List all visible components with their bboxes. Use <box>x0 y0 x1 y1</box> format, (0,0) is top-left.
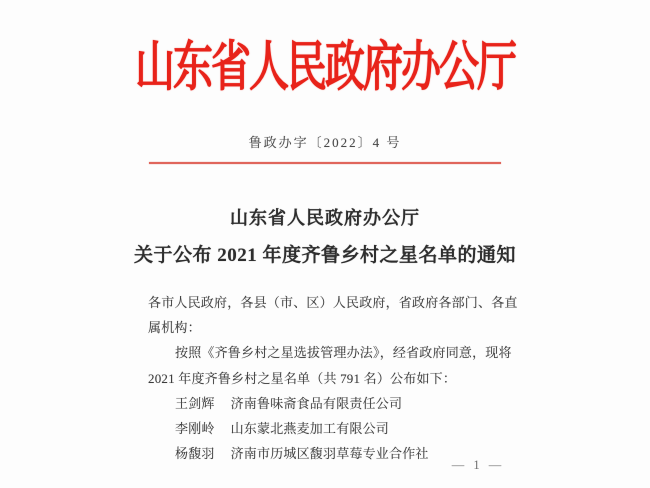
document-title-line2: 关于公布 2021 年度齐鲁乡村之星名单的通知 <box>133 245 516 266</box>
organization-name: 济南鲁味斋食品有限责任公司 <box>230 395 403 411</box>
list-item <box>148 391 504 416</box>
document-title <box>0 204 650 267</box>
doc-number: 鲁政办字〔2022〕4 号 <box>248 135 402 150</box>
masthead-title: 山东省人民政府办公厅 <box>135 36 515 97</box>
red-divider-line <box>149 162 501 164</box>
person-name: 李刚岭 <box>175 421 215 437</box>
organization-name: 山东蒙北燕麦加工有限公司 <box>230 421 390 437</box>
person-name: 王剑辉 <box>175 395 215 411</box>
paragraph-line-1: 按照《齐鲁乡村之星选拔管理办法》，经省政府同意，现将 <box>175 345 512 361</box>
document-body <box>148 290 518 466</box>
document-title-line1: 山东省人民政府办公厅 <box>230 208 420 228</box>
paragraph-line-2: 2021 年度齐鲁乡村之星名单（共 791 名）公布如下： <box>148 370 457 386</box>
salutation-line-1: 各市人民政府，各县（市、区）人民政府，省政府各部门、各直 <box>148 295 518 310</box>
organization-name: 济南市历城区馥羽草莓专业合作社 <box>230 446 429 462</box>
page-number: — 1 — <box>451 458 505 472</box>
salutation-line-2: 属机构： <box>148 320 201 336</box>
list-item <box>148 416 504 441</box>
person-name: 杨馥羽 <box>175 446 215 462</box>
